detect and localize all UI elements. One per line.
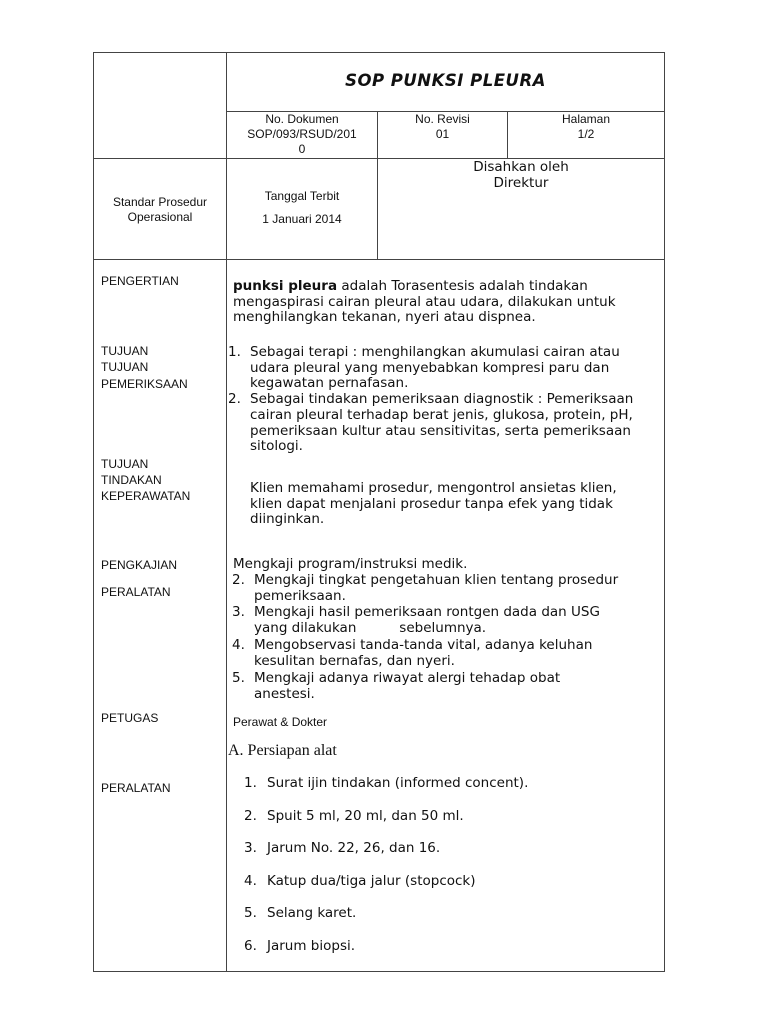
doc-number-value-1: SOP/093/RSUD/201 (247, 127, 357, 141)
alat-list (244, 776, 664, 972)
label-tujuan-tindakan (101, 457, 190, 504)
border-right (664, 52, 665, 972)
label-petugas: PETUGAS (101, 711, 159, 725)
list-item (228, 345, 664, 392)
approval-line-2: Direktur (493, 175, 549, 191)
pengertian-line-1 (233, 279, 663, 295)
standard-cell (94, 195, 226, 225)
list-line: udara pleural yang menyebabkan kompresi paru dan (250, 359, 610, 376)
list-number: 2. (228, 391, 241, 408)
approval-cell (378, 159, 664, 191)
doc-number-label: No. Dokumen (265, 112, 339, 126)
list-line: pemeriksaan. (254, 587, 346, 604)
list-text: Selang karet. (267, 905, 357, 922)
list-item (244, 809, 664, 842)
list-number: 6. (244, 937, 257, 954)
list-line: anestesi. (254, 685, 315, 702)
revision-cell (378, 112, 507, 142)
pengertian-line-1-rest: adalah Torasentesis adalah tindakan (337, 278, 588, 294)
revision-value: 01 (435, 127, 450, 141)
label-tujuan: TUJUAN (101, 344, 149, 358)
page-title: SOP PUNKSI PLEURA (345, 71, 546, 90)
standard-line-2: Operasional (127, 210, 193, 224)
page-label: Halaman (561, 112, 611, 126)
list-item (244, 776, 664, 809)
label-pengkajian: PENGKAJIAN (101, 558, 178, 572)
pengertian-term: punksi pleura (233, 278, 338, 294)
list-text: Surat ijin tindakan (informed concent). (267, 775, 529, 791)
list-number: 3. (244, 840, 257, 857)
pengertian-line-2: mengaspirasi cairan pleural atau udara, dilakukan untuk (233, 293, 616, 310)
list-item (244, 874, 664, 907)
list-line: kegawatan pernafasan. (250, 375, 409, 392)
list-item (244, 841, 664, 874)
doc-number-cell (227, 112, 377, 157)
list-line: Mengobservasi tanda-tanda vital, adanya keluhan (254, 636, 593, 653)
label-tujuan-tindakan-line-3: KEPERAWATAN (101, 489, 191, 503)
pengertian-text (233, 279, 663, 326)
list-number: 4. (232, 636, 245, 653)
pengertian-line-3: menghilangkan tekanan, nyeri atau dispnea. (233, 309, 536, 326)
list-item (232, 573, 664, 604)
list-line: Mengkaji adanya riwayat alergi tehadap obat (254, 670, 561, 687)
list-text: Jarum biopsi. (267, 937, 356, 954)
border-top (93, 52, 665, 53)
label-tujuan-pemeriksaan (101, 360, 188, 392)
list-item (232, 605, 664, 636)
standard-line-1: Standar Prosedur (112, 195, 208, 209)
list-number: 2. (232, 572, 245, 588)
list-line: cairan pleural terhadap berat jenis, glukosa, protein, pH, (250, 406, 633, 423)
pengkajian-intro: Mengkaji program/instruksi medik. (233, 556, 468, 572)
revision-label: No. Revisi (415, 112, 470, 126)
list-number: 2. (244, 807, 257, 824)
list-item (232, 638, 664, 669)
tujuan-list (228, 345, 664, 455)
list-line: kesulitan bernafas, dan nyeri. (254, 652, 455, 669)
label-tujuan-pemeriksaan-line-2: PEMERIKSAAN (101, 377, 188, 391)
list-item (232, 671, 664, 702)
tindakan-line-3: diinginkan. (250, 511, 325, 528)
label-tujuan-tindakan-line-1: TUJUAN (101, 457, 149, 471)
issue-label: Tanggal Terbit (264, 189, 340, 203)
list-number: 4. (244, 872, 257, 889)
row-divider-2 (93, 259, 665, 260)
approval-line-1: Disahkan oleh (473, 159, 569, 175)
list-line: Sebagai tindakan pemeriksaan diagnostik : Pemeriksaan (250, 391, 634, 408)
label-peralatan-1: PERALATAN (101, 585, 171, 599)
list-number: 5. (232, 670, 245, 687)
tindakan-text (250, 481, 664, 528)
list-text: Katup dua/tiga jalur (stopcock) (267, 872, 476, 889)
list-number: 1. (228, 344, 241, 360)
list-number: 3. (232, 604, 245, 621)
list-item (228, 392, 664, 455)
list-text: Spuit 5 ml, 20 ml, dan 50 ml. (267, 807, 464, 824)
pengkajian-list (232, 573, 664, 703)
list-text: Jarum No. 22, 26, dan 16. (267, 840, 441, 857)
label-peralatan-2: PERALATAN (101, 781, 171, 795)
label-tujuan-tindakan-line-2: TINDAKAN (101, 473, 162, 487)
list-number: 1. (244, 775, 257, 791)
list-item (244, 939, 664, 972)
list-line: pemeriksaan kultur atau sensitivitas, serta pemeriksaan (250, 422, 631, 439)
persiapan-heading: A. Persiapan alat (228, 742, 337, 759)
tindakan-line-2: klien dapat menjalani prosedur tanpa efek yang tidak (250, 495, 613, 512)
page-cell (508, 112, 664, 142)
list-line: Sebagai terapi : menghilangkan akumulasi cairan atau (250, 344, 620, 360)
page-value: 1/2 (577, 127, 595, 141)
label-tujuan-pemeriksaan-line-1: TUJUAN (101, 360, 149, 374)
border-left (93, 52, 94, 972)
list-item (244, 906, 664, 939)
label-pengertian: PENGERTIAN (101, 274, 179, 288)
issue-date: 1 Januari 2014 (262, 212, 342, 226)
list-line: yang dilakukan sebelumnya. (254, 620, 487, 637)
petugas-text: Perawat & Dokter (233, 715, 328, 729)
list-line: Mengkaji tingkat pengetahuan klien tentang prosedur (254, 572, 619, 588)
list-line: sitologi. (250, 438, 303, 455)
doc-number-value-2: 0 (298, 142, 306, 156)
list-number: 5. (244, 905, 257, 922)
tindakan-line-1: Klien memahami prosedur, mengontrol ansietas klien, (250, 480, 617, 496)
list-line: Mengkaji hasil pemeriksaan rontgen dada dan USG (254, 604, 600, 621)
